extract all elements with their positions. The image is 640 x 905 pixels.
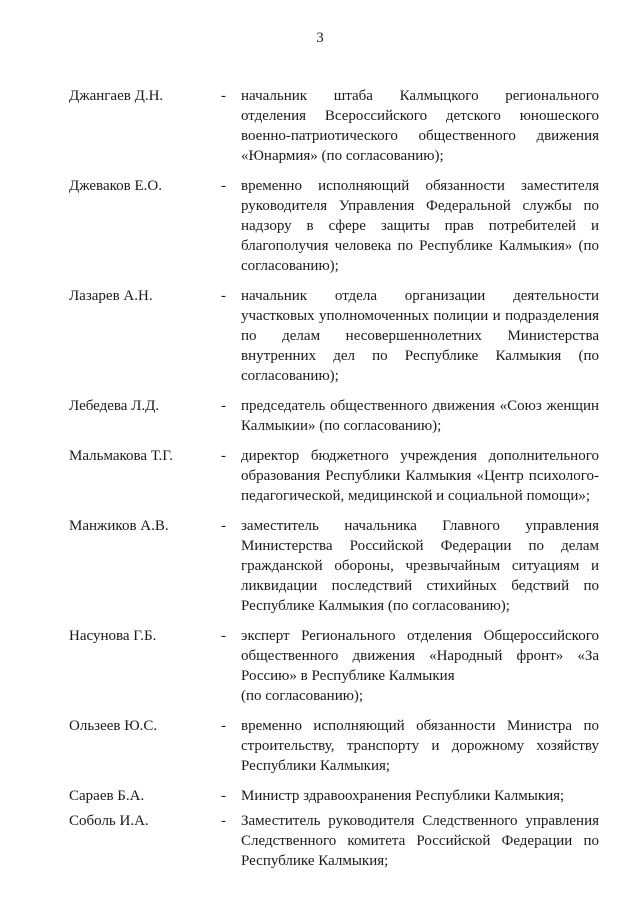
list-item xyxy=(0,176,640,276)
member-position: Министр здравоохранения Республики Калмыкия; xyxy=(241,788,565,804)
member-position: заместитель начальника Главного управления Министерства Российской Федерации по делам гражданской обороны, чрезвычайным ситуациям и ликвидации последствий стихийных бедствий по Республике Калмыкия (по согласованию); xyxy=(241,518,599,614)
member-position: начальник штаба Калмыцкого регионального отделения Всероссийского детского юношеского военно-патриотического общественного движения «Юнармия» (по согласованию); xyxy=(241,88,599,164)
member-name: Насунова Г.Б. xyxy=(69,628,157,644)
dash-separator: - xyxy=(221,718,226,734)
page-number: 3 xyxy=(316,30,324,46)
member-position-note: (по согласованию); xyxy=(241,688,364,704)
dash-separator: - xyxy=(221,518,226,534)
member-position: директор бюджетного учреждения дополнительного образования Республики Калмыкия «Центр психолого-педагогической, медицинской и социальной помощи»; xyxy=(241,448,599,504)
dash-separator: - xyxy=(221,628,226,644)
list-item xyxy=(0,626,640,706)
list-item xyxy=(0,446,640,506)
member-name: Ользеев Ю.С. xyxy=(69,718,158,734)
dash-separator: - xyxy=(221,288,226,304)
dash-separator: - xyxy=(221,88,226,104)
dash-separator: - xyxy=(221,178,226,194)
list-item xyxy=(0,396,640,436)
member-name: Манжиков А.В. xyxy=(69,518,169,534)
list-item xyxy=(0,516,640,616)
member-name: Джеваков Е.О. xyxy=(69,178,162,194)
member-position: временно исполняющий обязанности заместителя руководителя Управления Федеральной службы по надзору в сфере защиты прав потребителей и благополучия человека по Республике Калмыкия» (по согласованию); xyxy=(241,178,599,274)
list-item xyxy=(0,286,640,386)
member-position: временно исполняющий обязанности Министра по строительству, транспорту и дорожному хозяйству Республики Калмыкия; xyxy=(241,718,599,774)
list-item xyxy=(0,786,640,806)
member-name: Лебедева Л.Д. xyxy=(69,398,160,414)
member-position: Заместитель руководителя Следственного управления Следственного комитета Российской Федерации по Республике Калмыкия; xyxy=(241,813,599,869)
dash-separator: - xyxy=(221,813,226,829)
member-name: Сараев Б.А. xyxy=(69,788,145,804)
dash-separator: - xyxy=(221,788,226,804)
list-item xyxy=(0,86,640,166)
member-name: Джангаев Д.Н. xyxy=(69,88,164,104)
dash-separator: - xyxy=(221,448,226,464)
member-position xyxy=(241,626,599,706)
member-position: начальник отдела организации деятельности участковых уполномоченных полиции и подразделения по делам несовершеннолетних Министерства внутренних дел по Республике Калмыкия (по согласованию); xyxy=(241,288,599,384)
member-position: председатель общественного движения «Союз женщин Калмыкии» (по согласованию); xyxy=(241,398,599,434)
member-name: Мальмакова Т.Г. xyxy=(69,448,173,464)
member-name: Соболь И.А. xyxy=(69,813,149,829)
list-item xyxy=(0,716,640,776)
member-name: Лазарев А.Н. xyxy=(69,288,153,304)
member-list xyxy=(0,86,640,881)
member-position-text: эксперт Регионального отделения Общероссийского общественного движения «Народный фронт» «За Россию» в Республике Калмыкия xyxy=(241,628,599,684)
dash-separator: - xyxy=(221,398,226,414)
list-item xyxy=(0,811,640,871)
